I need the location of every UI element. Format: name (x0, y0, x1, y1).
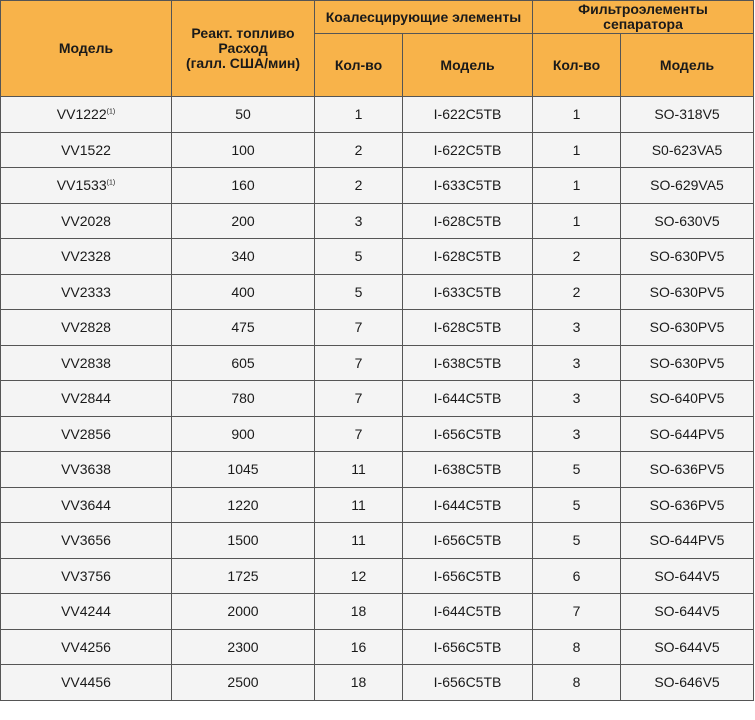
coal-model-cell (403, 452, 533, 488)
sep-qty-cell-text: 1 (572, 141, 581, 158)
table-row (1, 452, 754, 488)
sep-qty-cell (533, 381, 621, 417)
header-model: Модель (1, 1, 172, 97)
flow-cell-text: 475 (231, 319, 255, 336)
flow-cell-text: 1220 (227, 496, 259, 513)
coal-qty-cell (315, 168, 403, 204)
sep-model-cell (621, 558, 754, 594)
coal-qty-cell-text: 11 (351, 461, 366, 478)
coal-model-cell (403, 239, 533, 275)
table-row (1, 665, 754, 701)
table-row (1, 523, 754, 559)
flow-cell (172, 629, 315, 665)
flow-cell (172, 558, 315, 594)
coal-model-cell-text: I-638C5TB (433, 461, 502, 478)
sep-model-cell (621, 629, 754, 665)
sep-qty-cell-text: 7 (572, 603, 581, 620)
flow-cell (172, 203, 315, 239)
sep-qty-cell (533, 310, 621, 346)
coal-model-cell-text: I-638C5TB (433, 354, 502, 371)
model-cell (1, 132, 172, 168)
model-cell-text: VV2856 (61, 425, 111, 442)
header-fuel-line1: Реакт. топливо (191, 25, 295, 41)
coal-qty-cell (315, 239, 403, 275)
flow-cell (172, 239, 315, 275)
coal-model-cell (403, 310, 533, 346)
sep-model-cell (621, 381, 754, 417)
coal-qty-cell (315, 132, 403, 168)
sep-qty-cell-text: 3 (572, 390, 581, 407)
sep-model-cell-text: SO-636PV5 (649, 496, 725, 513)
coal-model-cell (403, 487, 533, 523)
coal-qty-cell (315, 523, 403, 559)
coal-qty-cell (315, 274, 403, 310)
sep-qty-cell (533, 345, 621, 381)
table-row (1, 345, 754, 381)
flow-cell-text: 1045 (227, 461, 259, 478)
model-cell (1, 203, 172, 239)
table-row (1, 132, 754, 168)
sep-qty-cell (533, 168, 621, 204)
sep-qty-cell-text: 5 (572, 461, 581, 478)
flow-cell (172, 665, 315, 701)
flow-cell (172, 274, 315, 310)
coal-qty-cell-text: 1 (354, 106, 363, 123)
model-cell (1, 665, 172, 701)
coal-model-cell-text: I-622C5TB (433, 141, 502, 158)
sep-qty-cell-text: 1 (572, 177, 581, 194)
sep-qty-cell (533, 452, 621, 488)
flow-cell (172, 487, 315, 523)
table-row (1, 416, 754, 452)
coal-model-cell-text: I-628C5TB (433, 319, 502, 336)
flow-cell-text: 50 (235, 106, 251, 123)
sep-model-cell-text: SO-630PV5 (649, 319, 725, 336)
coal-model-cell-text: I-656C5TB (433, 674, 502, 691)
sep-model-cell-text: SO-644V5 (654, 567, 720, 584)
model-cell (1, 345, 172, 381)
sep-model-cell (621, 203, 754, 239)
model-cell-text: VV1222 (56, 106, 107, 123)
coal-qty-cell-text: 5 (354, 248, 363, 265)
coal-model-cell-text: I-628C5TB (433, 248, 502, 265)
flow-cell (172, 594, 315, 630)
model-cell-text: VV1533 (56, 177, 107, 194)
sep-qty-cell-text: 2 (572, 248, 581, 265)
coal-qty-cell (315, 310, 403, 346)
sep-model-cell-text: SO-640PV5 (649, 390, 725, 407)
sep-model-cell (621, 487, 754, 523)
coal-model-cell-text: I-644C5TB (433, 390, 502, 407)
sep-model-cell-text: SO-630V5 (654, 212, 720, 229)
sep-qty-cell-text: 6 (572, 567, 581, 584)
sep-qty-cell-text: 1 (572, 212, 581, 229)
coal-model-cell (403, 665, 533, 701)
coal-qty-cell-text: 3 (354, 212, 363, 229)
sep-qty-cell-text: 1 (572, 106, 581, 123)
sep-model-cell (621, 594, 754, 630)
header-fuel-line3: (галл. США/мин) (185, 55, 301, 71)
header-sep-model: Модель (621, 34, 754, 97)
table-row (1, 594, 754, 630)
coal-model-cell (403, 203, 533, 239)
coal-qty-cell (315, 594, 403, 630)
model-cell (1, 452, 172, 488)
sep-model-cell-text: SO-630PV5 (649, 248, 725, 265)
sep-model-cell-text: SO-644V5 (654, 638, 720, 655)
model-cell (1, 168, 172, 204)
coal-qty-cell (315, 381, 403, 417)
coal-model-cell-text: I-656C5TB (433, 425, 502, 442)
model-cell (1, 239, 172, 275)
flow-cell-text: 2500 (227, 674, 259, 691)
sep-qty-cell (533, 558, 621, 594)
coal-qty-cell-text: 5 (354, 283, 363, 300)
flow-cell (172, 345, 315, 381)
coal-model-cell (403, 168, 533, 204)
model-cell (1, 274, 172, 310)
model-cell-text: VV3756 (61, 567, 111, 584)
coal-model-cell-text: I-656C5TB (433, 567, 502, 584)
table-row (1, 203, 754, 239)
coal-model-cell (403, 594, 533, 630)
coal-model-cell (403, 558, 533, 594)
sep-model-cell-text: SO-644PV5 (649, 532, 725, 549)
coal-qty-cell-text: 2 (354, 141, 363, 158)
coal-qty-cell (315, 345, 403, 381)
model-cell-text: VV2844 (61, 390, 111, 407)
header-sep-qty: Кол-во (533, 34, 621, 97)
coal-qty-cell-text: 7 (354, 354, 363, 371)
coal-model-cell (403, 523, 533, 559)
flow-cell-text: 1500 (227, 532, 259, 549)
coal-qty-cell-text: 7 (354, 425, 363, 442)
table-row (1, 274, 754, 310)
model-cell (1, 558, 172, 594)
model-cell (1, 594, 172, 630)
model-cell-text: VV2838 (61, 354, 111, 371)
table-body (1, 97, 754, 701)
coal-model-cell-text: I-656C5TB (433, 638, 502, 655)
coal-model-cell-text: I-644C5TB (433, 496, 502, 513)
sep-qty-cell (533, 487, 621, 523)
sep-model-cell (621, 416, 754, 452)
table-row (1, 310, 754, 346)
header-separator-line2: сепаратора (603, 16, 683, 32)
sep-qty-cell (533, 523, 621, 559)
flow-cell-text: 400 (231, 283, 255, 300)
coal-qty-cell-text: 12 (350, 567, 367, 584)
sep-model-cell-text: S0-623VA5 (651, 141, 723, 158)
footnote-marker: (1) (106, 108, 116, 116)
sep-model-cell (621, 345, 754, 381)
table-row (1, 239, 754, 275)
sep-qty-cell-text: 3 (572, 425, 581, 442)
sep-model-cell (621, 665, 754, 701)
sep-model-cell (621, 168, 754, 204)
sep-model-cell-text: SO-644V5 (654, 603, 720, 620)
model-cell-text: VV3656 (61, 532, 111, 549)
model-cell-text: VV4456 (61, 674, 111, 691)
flow-cell (172, 132, 315, 168)
coal-model-cell (403, 97, 533, 133)
sep-qty-cell (533, 97, 621, 133)
header-coalescing: Коалесцирующие элементы (315, 1, 533, 34)
sep-qty-cell (533, 629, 621, 665)
sep-qty-cell-text: 8 (572, 638, 581, 655)
flow-cell-text: 160 (231, 177, 255, 194)
model-cell (1, 629, 172, 665)
sep-qty-cell (533, 239, 621, 275)
coal-qty-cell-text: 18 (350, 603, 367, 620)
coal-qty-cell (315, 416, 403, 452)
sep-qty-cell (533, 274, 621, 310)
coal-qty-cell-text: 16 (350, 638, 367, 655)
flow-cell-text: 780 (231, 390, 255, 407)
table-row (1, 97, 754, 133)
model-cell (1, 310, 172, 346)
sep-model-cell-text: SO-636PV5 (649, 461, 725, 478)
model-cell-text: VV3638 (61, 461, 111, 478)
sep-qty-cell (533, 132, 621, 168)
sep-model-cell (621, 239, 754, 275)
table-row (1, 487, 754, 523)
model-cell (1, 523, 172, 559)
sep-qty-cell-text: 8 (572, 674, 581, 691)
coal-qty-cell-text: 7 (354, 319, 363, 336)
coal-qty-cell-text: 11 (351, 532, 366, 549)
coal-model-cell (403, 274, 533, 310)
coal-qty-cell (315, 558, 403, 594)
sep-model-cell (621, 452, 754, 488)
sep-model-cell (621, 274, 754, 310)
sep-qty-cell-text: 5 (572, 532, 581, 549)
sep-model-cell-text: SO-644PV5 (649, 425, 725, 442)
coal-model-cell (403, 132, 533, 168)
header-fuel-flow (172, 1, 315, 97)
model-cell (1, 97, 172, 133)
coal-qty-cell (315, 487, 403, 523)
sep-model-cell-text: SO-630PV5 (649, 283, 725, 300)
flow-cell-text: 900 (231, 425, 255, 442)
coal-model-cell-text: I-633C5TB (433, 177, 502, 194)
coal-model-cell (403, 345, 533, 381)
flow-cell-text: 340 (231, 248, 255, 265)
coal-qty-cell-text: 7 (354, 390, 363, 407)
sep-qty-cell (533, 594, 621, 630)
sep-model-cell-text: SO-630PV5 (649, 354, 725, 371)
coal-qty-cell-text: 18 (350, 674, 367, 691)
model-cell (1, 487, 172, 523)
table-row (1, 381, 754, 417)
table-row (1, 558, 754, 594)
sep-model-cell (621, 97, 754, 133)
coal-model-cell (403, 416, 533, 452)
sep-qty-cell (533, 665, 621, 701)
coal-model-cell-text: I-656C5TB (433, 532, 502, 549)
model-cell (1, 416, 172, 452)
sep-qty-cell-text: 3 (572, 319, 581, 336)
flow-cell-text: 200 (231, 212, 255, 229)
sep-model-cell-text: SO-318V5 (654, 106, 720, 123)
sep-model-cell (621, 310, 754, 346)
sep-qty-cell (533, 416, 621, 452)
coal-model-cell-text: I-628C5TB (433, 212, 502, 229)
sep-qty-cell-text: 5 (572, 496, 581, 513)
footnote-marker: (1) (106, 179, 116, 187)
model-cell-text: VV2333 (61, 283, 111, 300)
model-cell-text: VV4256 (61, 638, 111, 655)
model-cell-text: VV2328 (61, 248, 111, 265)
coal-qty-cell-text: 2 (354, 177, 363, 194)
header-coal-model: Модель (403, 34, 533, 97)
sep-qty-cell-text: 2 (572, 283, 581, 300)
flow-cell-text: 2000 (227, 603, 259, 620)
flow-cell (172, 523, 315, 559)
header-fuel-line2: Расход (218, 40, 268, 56)
coal-qty-cell (315, 452, 403, 488)
model-cell-text: VV2028 (61, 212, 111, 229)
flow-cell (172, 381, 315, 417)
model-cell-text: VV1522 (61, 141, 111, 158)
flow-cell-text: 605 (231, 354, 255, 371)
sep-model-cell-text: SO-646V5 (654, 674, 720, 691)
flow-cell (172, 310, 315, 346)
model-cell-text: VV3644 (61, 496, 111, 513)
coal-model-cell (403, 629, 533, 665)
header-separator (533, 1, 754, 34)
flow-cell (172, 97, 315, 133)
coal-model-cell-text: I-633C5TB (433, 283, 502, 300)
coal-model-cell-text: I-644C5TB (433, 603, 502, 620)
coal-qty-cell (315, 665, 403, 701)
sep-qty-cell (533, 203, 621, 239)
flow-cell-text: 2300 (227, 638, 259, 655)
model-cell-text: VV4244 (61, 603, 111, 620)
model-cell (1, 381, 172, 417)
table-row (1, 629, 754, 665)
flow-cell (172, 416, 315, 452)
sep-model-cell (621, 132, 754, 168)
sep-model-cell (621, 523, 754, 559)
coal-model-cell (403, 381, 533, 417)
flow-cell (172, 452, 315, 488)
flow-cell-text: 100 (231, 141, 255, 158)
header-coal-qty: Кол-во (315, 34, 403, 97)
coal-qty-cell (315, 629, 403, 665)
coal-qty-cell (315, 203, 403, 239)
header-separator-line1: Фильтроэлементы (578, 1, 708, 17)
coal-model-cell-text: I-622C5TB (433, 106, 502, 123)
flow-cell-text: 1725 (227, 567, 259, 584)
sep-model-cell-text: SO-629VA5 (650, 177, 724, 194)
sep-qty-cell-text: 3 (572, 354, 581, 371)
flow-cell (172, 168, 315, 204)
table-row (1, 168, 754, 204)
coal-qty-cell (315, 97, 403, 133)
model-cell-text: VV2828 (61, 319, 111, 336)
coal-qty-cell-text: 11 (351, 496, 366, 513)
